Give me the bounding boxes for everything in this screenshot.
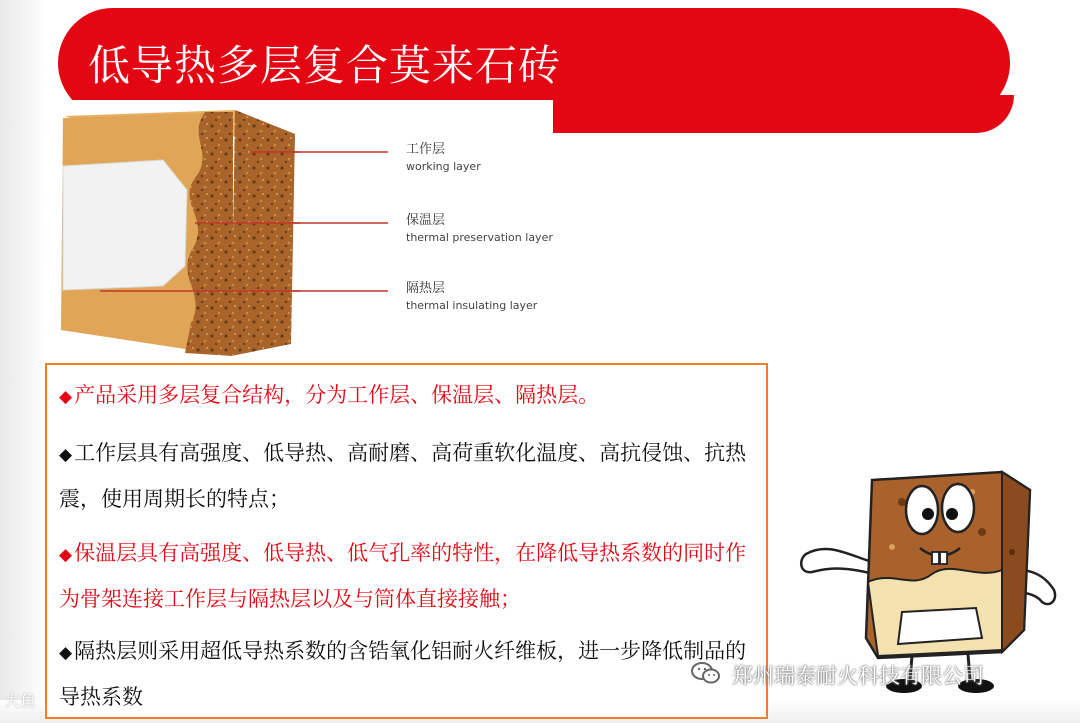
- wechat-icon: [690, 660, 722, 686]
- paragraph-text: 保温层具有高强度、低导热、低气孔率的特性，在降低导热系数的同时作为骨架连接工作层与隔热层以及与筒体直接接触；: [59, 541, 747, 611]
- left-edge-strip: [0, 0, 45, 723]
- paragraph-preservation-layer: [59, 531, 759, 621]
- company-watermark: 郑州瑞泰耐火科技有限公司: [732, 664, 984, 688]
- label-insulating-layer: [406, 277, 537, 312]
- label-preservation-layer-en: thermal preservation layer: [406, 231, 553, 244]
- paragraph-structure: [59, 373, 759, 419]
- bullet-diamond: ◆: [59, 445, 73, 465]
- label-preservation-layer: [406, 209, 553, 244]
- paragraph-text: 工作层具有高强度、低导热、高耐磨、高荷重软化温度、高抗侵蚀、抗热震，使用周期长的特点；: [59, 441, 747, 511]
- label-insulating-layer-en: thermal insulating layer: [406, 299, 538, 312]
- paragraph-insulating-layer: [59, 629, 759, 719]
- paragraph-text: 隔热层则采用超低导热系数的含锆氧化铝耐火纤维板，进一步降低制品的导热系数: [59, 639, 747, 709]
- label-working-layer: [406, 138, 481, 173]
- bullet-diamond: ◆: [59, 387, 73, 407]
- leader-lines: [250, 140, 390, 300]
- label-insulating-layer-zh: 隔热层: [406, 281, 446, 296]
- description-box: [45, 363, 768, 719]
- paragraph-text: 产品采用多层复合结构，分为工作层、保温层、隔热层。: [74, 383, 600, 407]
- paragraph-working-layer: [59, 431, 759, 521]
- corner-watermark: 大鱼: [4, 691, 37, 710]
- label-preservation-layer-zh: 保温层: [406, 213, 446, 228]
- bullet-diamond: ◆: [59, 545, 73, 565]
- page-title: 低导热多层复合莫来石砖: [88, 41, 562, 90]
- label-working-layer-en: working layer: [406, 160, 481, 173]
- label-working-layer-zh: 工作层: [406, 142, 446, 157]
- bullet-diamond: ◆: [59, 643, 73, 663]
